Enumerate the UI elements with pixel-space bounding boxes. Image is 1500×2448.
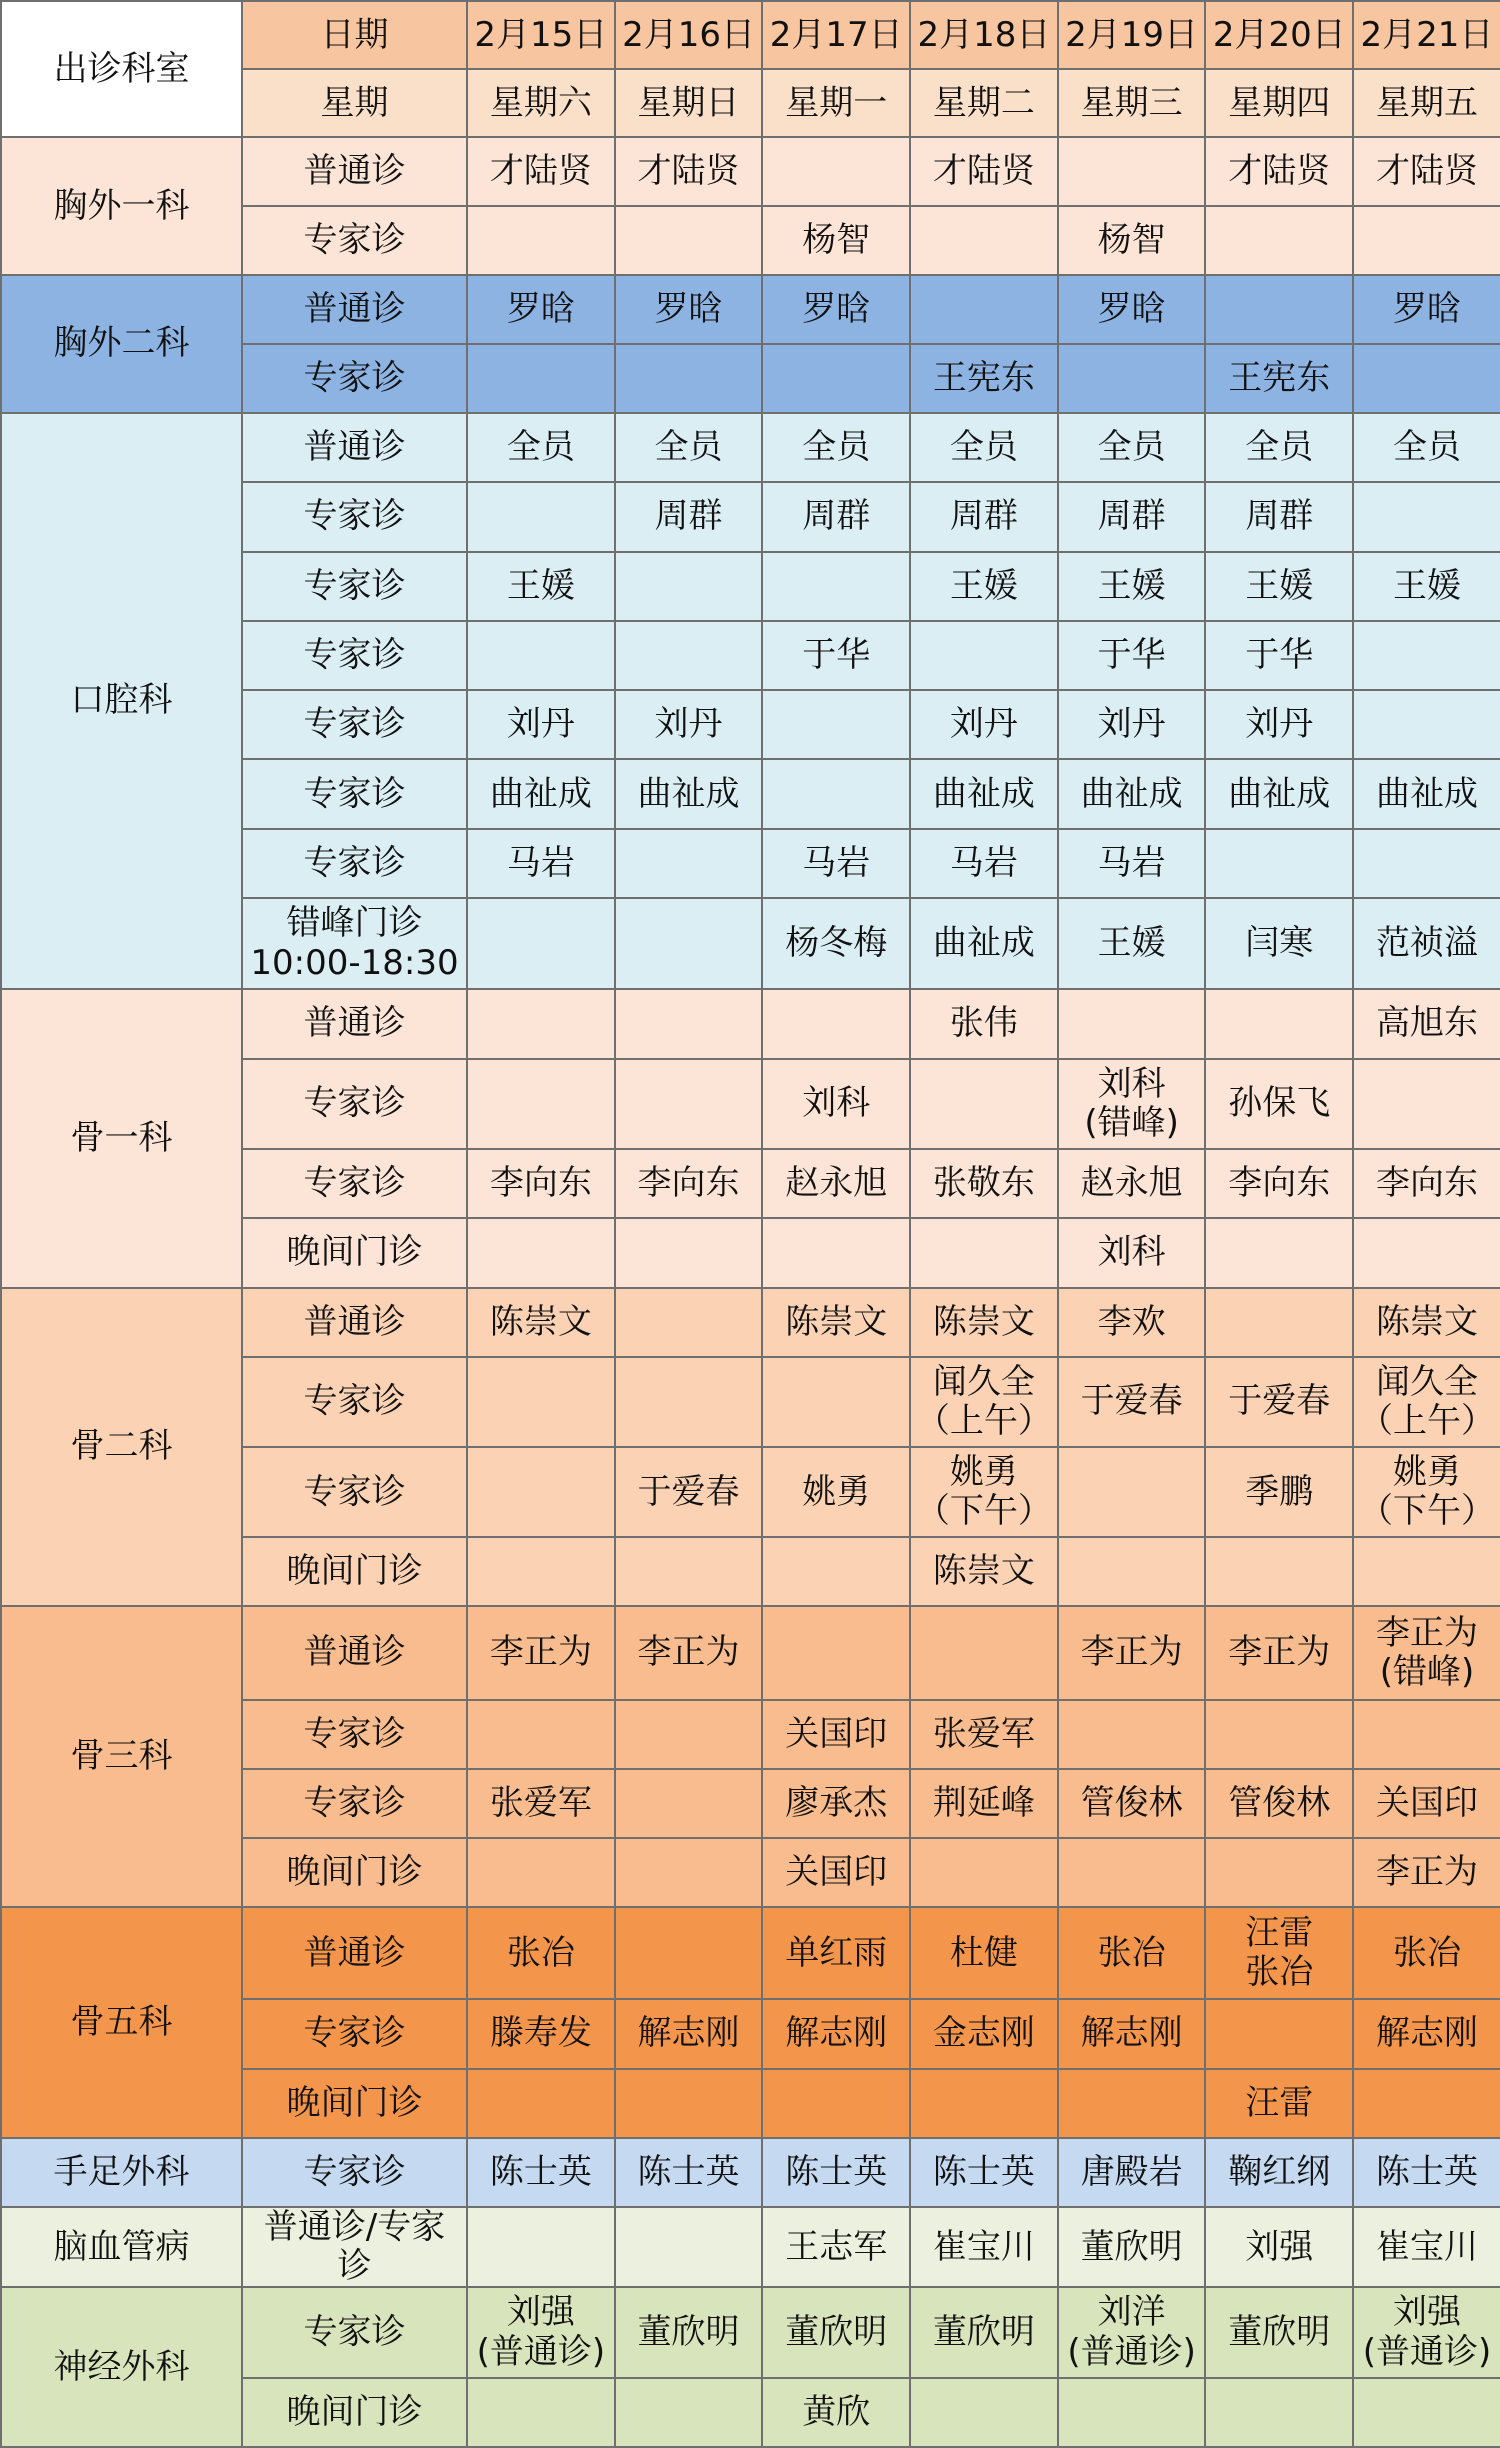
doctor-cell [1205,2378,1353,2447]
clinic-type: 晚间门诊 [242,1218,467,1287]
doctor-cell [1353,2069,1500,2138]
doctor-cell [1205,1838,1353,1907]
doctor-cell: 周群 [1058,482,1206,551]
doctor-cell: 才陆贤 [467,137,615,205]
doctor-cell: 陈崇文 [910,1537,1058,1606]
clinic-type: 专家诊 [242,1999,467,2068]
doctor-cell [1058,344,1206,413]
doctor-cell: 刘科 [762,1059,910,1149]
doctor-cell: 全员 [910,413,1058,482]
schedule-row [1,275,1500,344]
doctor-cell [615,552,763,621]
doctor-cell [1058,137,1206,205]
doctor-cell [910,1838,1058,1907]
schedule-row [1,2287,1500,2377]
doctor-cell: 李正为 [1353,1838,1500,1907]
doctor-cell [615,621,763,690]
doctor-cell: 周群 [910,482,1058,551]
doctor-cell [910,1059,1058,1149]
clinic-type: 晚间门诊 [242,1537,467,1606]
doctor-cell: 陈崇文 [762,1288,910,1357]
doctor-cell: 刘丹 [910,690,1058,759]
doctor-cell: 黄欣 [762,2378,910,2447]
doctor-cell: 陈崇文 [910,1288,1058,1357]
date-cell: 2月16日 [615,1,763,69]
clinic-type: 普通诊 [242,137,467,205]
doctor-cell: 李向东 [615,1149,763,1218]
doctor-cell [615,1218,763,1287]
doctor-cell: 全员 [467,413,615,482]
department-name: 神经外科 [1,2287,242,2447]
doctor-cell [467,1537,615,1606]
doctor-cell [615,829,763,898]
doctor-cell [467,1218,615,1287]
doctor-cell: 张冶 [1058,1907,1206,1999]
doctor-cell: 才陆贤 [1353,137,1500,205]
doctor-cell: 刘科 (错峰) [1058,1059,1206,1149]
doctor-cell: 管俊林 [1058,1769,1206,1838]
clinic-type: 普通诊 [242,413,467,482]
doctor-cell [1205,829,1353,898]
doctor-cell: 李正为 (错峰) [1353,1606,1500,1699]
doctor-cell: 王媛 [1353,552,1500,621]
doctor-cell: 罗晗 [1353,275,1500,344]
doctor-cell: 管俊林 [1205,1769,1353,1838]
doctor-cell [762,344,910,413]
doctor-cell: 李正为 [1205,1606,1353,1699]
department-name: 胸外二科 [1,275,242,413]
doctor-cell: 李向东 [1353,1149,1500,1218]
department-name: 骨三科 [1,1606,242,1907]
doctor-cell: 张冶 [467,1907,615,1999]
doctor-cell: 刘强 (普通诊) [467,2287,615,2377]
doctor-cell: 单红雨 [762,1907,910,1999]
doctor-cell [1058,1447,1206,1537]
doctor-cell: 曲祉成 [615,759,763,829]
doctor-cell: 刘科 [1058,1218,1206,1287]
doctor-cell: 解志刚 [1353,1999,1500,2068]
doctor-cell: 王志军 [762,2207,910,2287]
doctor-cell [615,1059,763,1149]
doctor-cell: 于华 [762,621,910,690]
doctor-cell: 全员 [762,413,910,482]
clinic-type: 晚间门诊 [242,1838,467,1907]
doctor-cell [615,344,763,413]
clinic-type: 普通诊/专家诊 [242,2207,467,2287]
doctor-cell [615,989,763,1059]
doctor-cell: 李向东 [1205,1149,1353,1218]
date-cell: 2月18日 [910,1,1058,69]
doctor-cell: 曲祉成 [910,759,1058,829]
clinic-type: 专家诊 [242,344,467,413]
doctor-cell: 曲祉成 [1058,759,1206,829]
doctor-cell: 全员 [1353,413,1500,482]
doctor-cell: 董欣明 [762,2287,910,2377]
clinic-type: 专家诊 [242,482,467,551]
doctor-cell [1058,1537,1206,1606]
doctor-cell: 闻久全 （上午） [910,1357,1058,1447]
doctor-cell [467,1838,615,1907]
doctor-cell [467,206,615,275]
doctor-cell [1205,989,1353,1059]
doctor-cell: 才陆贤 [910,137,1058,205]
doctor-cell [467,2207,615,2287]
doctor-cell [762,989,910,1059]
doctor-cell: 李向东 [467,1149,615,1218]
doctor-cell: 马岩 [910,829,1058,898]
doctor-cell [1058,2378,1206,2447]
doctor-cell: 鞠红纲 [1205,2138,1353,2207]
doctor-cell: 赵永旭 [1058,1149,1206,1218]
doctor-cell [1205,1700,1353,1769]
doctor-cell: 陈士英 [762,2138,910,2207]
doctor-cell: 关国印 [1353,1769,1500,1838]
doctor-cell: 才陆贤 [615,137,763,205]
schedule-row [1,1288,1500,1357]
doctor-cell: 张爱军 [910,1700,1058,1769]
schedule-row [1,1907,1500,1999]
doctor-cell: 周群 [615,482,763,551]
doctor-cell [615,1700,763,1769]
doctor-cell [762,1357,910,1447]
doctor-cell: 滕寿发 [467,1999,615,2068]
doctor-cell: 崔宝川 [1353,2207,1500,2287]
doctor-cell [762,759,910,829]
department-name: 骨一科 [1,989,242,1288]
doctor-cell: 赵永旭 [762,1149,910,1218]
doctor-cell [762,552,910,621]
doctor-cell [615,1838,763,1907]
weekday-cell: 星期日 [615,69,763,137]
date-label: 日期 [242,1,467,69]
doctor-cell [910,621,1058,690]
doctor-cell: 马岩 [467,829,615,898]
doctor-cell [1205,1288,1353,1357]
doctor-cell: 张爱军 [467,1769,615,1838]
doctor-cell [615,2069,763,2138]
clinic-type: 普通诊 [242,989,467,1059]
doctor-cell: 曲祉成 [1205,759,1353,829]
doctor-cell: 刘强 (普通诊) [1353,2287,1500,2377]
doctor-cell [467,1059,615,1149]
doctor-cell: 于华 [1058,621,1206,690]
doctor-cell [762,1606,910,1699]
clinic-type: 专家诊 [242,1447,467,1537]
doctor-cell: 李正为 [467,1606,615,1699]
clinic-type: 普通诊 [242,1606,467,1699]
doctor-cell [1353,690,1500,759]
doctor-cell: 姚勇 （下午） [1353,1447,1500,1537]
doctor-cell [615,2378,763,2447]
doctor-cell: 汪雷 [1205,2069,1353,2138]
doctor-cell [1205,1999,1353,2068]
doctor-cell: 王媛 [1205,552,1353,621]
doctor-cell: 闫寒 [1205,898,1353,988]
schedule-row [1,2207,1500,2287]
doctor-cell [615,1769,763,1838]
doctor-cell: 罗晗 [1058,275,1206,344]
doctor-cell: 李正为 [1058,1606,1206,1699]
department-name: 手足外科 [1,2138,242,2207]
clinic-type: 专家诊 [242,1769,467,1838]
doctor-cell [467,898,615,988]
doctor-cell: 杜健 [910,1907,1058,1999]
doctor-cell [1058,1700,1206,1769]
doctor-cell [1058,1838,1206,1907]
doctor-cell: 荆延峰 [910,1769,1058,1838]
doctor-cell: 才陆贤 [1205,137,1353,205]
doctor-cell: 唐殿岩 [1058,2138,1206,2207]
doctor-cell: 陈崇文 [467,1288,615,1357]
doctor-cell: 刘洋 (普通诊) [1058,2287,1206,2377]
doctor-cell: 曲祉成 [910,898,1058,988]
schedule-row [1,413,1500,482]
clinic-type: 专家诊 [242,2138,467,2207]
doctor-cell [910,206,1058,275]
clinic-type: 专家诊 [242,690,467,759]
doctor-cell: 高旭东 [1353,989,1500,1059]
weekday-cell: 星期三 [1058,69,1206,137]
department-name: 骨五科 [1,1907,242,2138]
doctor-cell: 于华 [1205,621,1353,690]
doctor-cell: 曲祉成 [467,759,615,829]
weekday-cell: 星期四 [1205,69,1353,137]
doctor-cell [1058,989,1206,1059]
doctor-cell [615,1357,763,1447]
doctor-cell: 王宪东 [910,344,1058,413]
doctor-cell [467,1447,615,1537]
doctor-cell [910,2378,1058,2447]
doctor-cell: 孙保飞 [1205,1059,1353,1149]
doctor-cell [1205,1537,1353,1606]
doctor-cell: 刘丹 [615,690,763,759]
schedule-row [1,2138,1500,2207]
doctor-cell [1353,1218,1500,1287]
doctor-cell: 李正为 [615,1606,763,1699]
doctor-cell [1058,2069,1206,2138]
doctor-cell: 姚勇 [762,1447,910,1537]
doctor-cell: 陈士英 [910,2138,1058,2207]
doctor-cell [910,2069,1058,2138]
doctor-cell: 杨智 [762,206,910,275]
doctor-cell: 关国印 [762,1838,910,1907]
doctor-cell [1205,206,1353,275]
doctor-cell [910,1218,1058,1287]
doctor-cell: 汪雷 张冶 [1205,1907,1353,1999]
doctor-cell [910,275,1058,344]
weekday-label: 星期 [242,69,467,137]
doctor-cell: 张伟 [910,989,1058,1059]
doctor-cell: 刘丹 [467,690,615,759]
clinic-type: 专家诊 [242,552,467,621]
doctor-cell: 董欣明 [1205,2287,1353,2377]
doctor-cell: 于爱春 [615,1447,763,1537]
doctor-cell [1353,1059,1500,1149]
doctor-cell: 解志刚 [762,1999,910,2068]
doctor-cell: 陈士英 [615,2138,763,2207]
doctor-cell [467,1700,615,1769]
doctor-cell: 董欣明 [1058,2207,1206,2287]
doctor-cell: 全员 [1205,413,1353,482]
doctor-cell: 姚勇 （下午） [910,1447,1058,1537]
doctor-cell [615,206,763,275]
weekday-cell: 星期六 [467,69,615,137]
doctor-cell: 全员 [615,413,763,482]
clinic-type: 专家诊 [242,2287,467,2377]
doctor-cell: 张冶 [1353,1907,1500,1999]
doctor-cell [615,1537,763,1606]
doctor-cell [1353,1537,1500,1606]
doctor-cell: 李欢 [1058,1288,1206,1357]
clinic-type: 专家诊 [242,1059,467,1149]
doctor-cell [762,1537,910,1606]
doctor-cell [1205,275,1353,344]
doctor-cell: 解志刚 [615,1999,763,2068]
doctor-cell: 王媛 [910,552,1058,621]
doctor-cell: 王媛 [467,552,615,621]
department-name: 胸外一科 [1,137,242,274]
department-name: 口腔科 [1,413,242,989]
doctor-cell [467,2378,615,2447]
department-name: 脑血管病 [1,2207,242,2287]
doctor-cell [467,344,615,413]
doctor-cell [762,1218,910,1287]
doctor-cell: 周群 [1205,482,1353,551]
doctor-cell: 罗晗 [762,275,910,344]
doctor-cell: 杨冬梅 [762,898,910,988]
doctor-cell: 王媛 [1058,898,1206,988]
doctor-cell: 陈崇文 [1353,1288,1500,1357]
doctor-cell [615,1907,763,1999]
doctor-cell: 马岩 [1058,829,1206,898]
weekday-cell: 星期二 [910,69,1058,137]
doctor-cell: 刘丹 [1205,690,1353,759]
doctor-cell: 闻久全 （上午） [1353,1357,1500,1447]
doctor-cell: 刘强 [1205,2207,1353,2287]
doctor-cell: 董欣明 [910,2287,1058,2377]
doctor-cell: 季鹏 [1205,1447,1353,1537]
doctor-cell: 全员 [1058,413,1206,482]
doctor-cell: 张敬东 [910,1149,1058,1218]
doctor-cell: 陈士英 [467,2138,615,2207]
clinic-type: 专家诊 [242,621,467,690]
doctor-cell: 曲祉成 [1353,759,1500,829]
doctor-cell [1205,1218,1353,1287]
doctor-cell: 周群 [762,482,910,551]
date-cell: 2月21日 [1353,1,1500,69]
doctor-cell [762,137,910,205]
clinic-type: 普通诊 [242,1907,467,1999]
doctor-cell: 马岩 [762,829,910,898]
doctor-cell: 杨智 [1058,206,1206,275]
doctor-cell: 刘丹 [1058,690,1206,759]
doctor-cell: 关国印 [762,1700,910,1769]
doctor-cell [467,482,615,551]
schedule-body [1,1,1500,2447]
department-name: 骨二科 [1,1288,242,1607]
schedule-row [1,1606,1500,1699]
doctor-cell [1353,621,1500,690]
doctor-cell: 范祯溢 [1353,898,1500,988]
header-date-row [1,1,1500,69]
clinic-type: 晚间门诊 [242,2069,467,2138]
clinic-type: 普通诊 [242,1288,467,1357]
doctor-cell: 陈士英 [1353,2138,1500,2207]
clinic-type: 专家诊 [242,1357,467,1447]
doctor-cell [615,898,763,988]
doctor-cell [1353,1700,1500,1769]
doctor-cell [615,1288,763,1357]
date-cell: 2月20日 [1205,1,1353,69]
date-cell: 2月19日 [1058,1,1206,69]
doctor-cell: 罗晗 [467,275,615,344]
clinic-type: 专家诊 [242,1149,467,1218]
doctor-cell [910,1606,1058,1699]
weekday-cell: 星期一 [762,69,910,137]
clinic-type: 专家诊 [242,759,467,829]
corner-header: 出诊科室 [1,1,242,137]
clinic-type: 普通诊 [242,275,467,344]
doctor-cell [467,1357,615,1447]
doctor-cell: 于爱春 [1058,1357,1206,1447]
doctor-cell [615,2207,763,2287]
clinic-type: 专家诊 [242,829,467,898]
doctor-cell [467,2069,615,2138]
date-cell: 2月15日 [467,1,615,69]
doctor-cell: 崔宝川 [910,2207,1058,2287]
doctor-cell: 廖承杰 [762,1769,910,1838]
doctor-cell: 于爱春 [1205,1357,1353,1447]
doctor-cell: 王宪东 [1205,344,1353,413]
clinic-type: 晚间门诊 [242,2378,467,2447]
clinic-type: 专家诊 [242,1700,467,1769]
doctor-cell [762,2069,910,2138]
doctor-cell [1353,482,1500,551]
doctor-cell: 王媛 [1058,552,1206,621]
doctor-cell [1353,206,1500,275]
schedule-row [1,137,1500,205]
doctor-cell: 金志刚 [910,1999,1058,2068]
clinic-type: 专家诊 [242,206,467,275]
clinic-type: 错峰门诊 10:00-18:30 [242,898,467,988]
doctor-cell [762,690,910,759]
doctor-cell [1353,2378,1500,2447]
doctor-cell: 罗晗 [615,275,763,344]
doctor-cell: 董欣明 [615,2287,763,2377]
schedule-row [1,989,1500,1059]
doctor-cell [1353,829,1500,898]
doctor-cell: 解志刚 [1058,1999,1206,2068]
doctor-cell [1353,344,1500,413]
doctor-cell [467,621,615,690]
date-cell: 2月17日 [762,1,910,69]
weekday-cell: 星期五 [1353,69,1500,137]
doctor-cell [467,989,615,1059]
